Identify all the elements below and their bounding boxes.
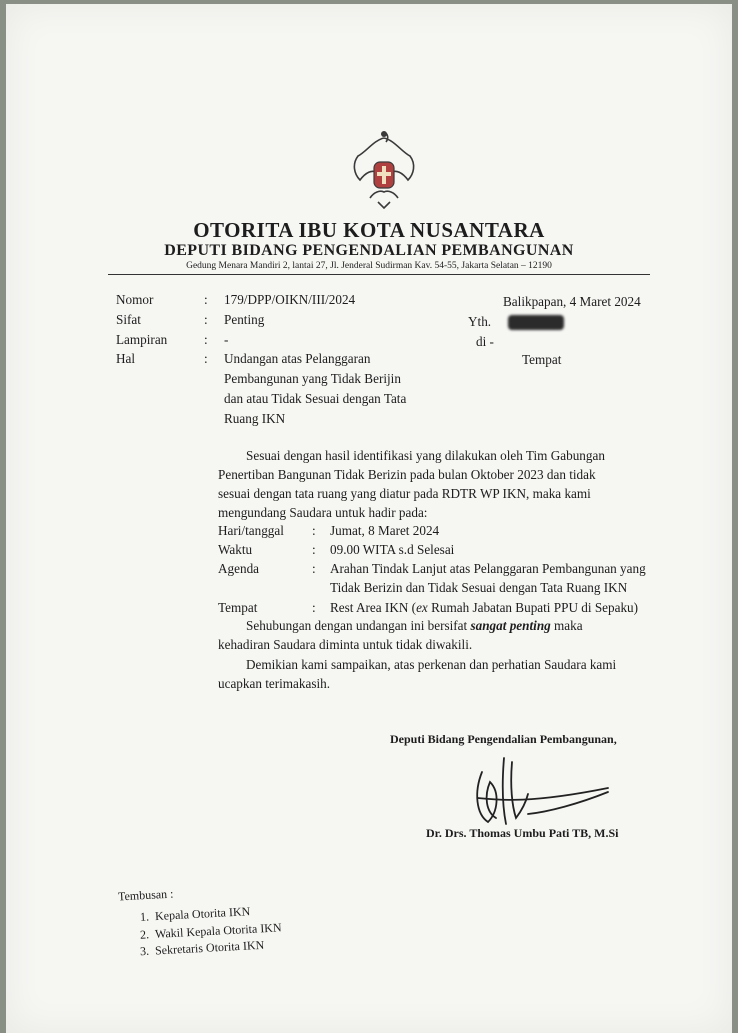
nomor-label: Nomor [116, 292, 154, 307]
lampiran-value: - [224, 332, 229, 347]
hari-value: Jumat, 8 Maret 2024 [330, 523, 440, 538]
colon: : [312, 600, 316, 615]
header-divider [108, 274, 650, 275]
para3-line: Demikian kami sampaikan, atas perkenan dan perhatian Saudara kami [246, 657, 617, 672]
yth-label: Yth. [468, 314, 492, 329]
colon: : [312, 561, 316, 576]
waktu-value: 09.00 WITA s.d Selesai [330, 542, 455, 557]
nomor-value: 179/DPP/OIKN/III/2024 [224, 292, 356, 307]
lampiran-label: Lampiran [116, 332, 168, 347]
para1-line: sesuai dengan tata ruang yang diatur pada RDTR WP IKN, maka kami [218, 486, 591, 501]
colon: : [312, 523, 316, 538]
di-label: di - [476, 334, 494, 349]
agenda-line: Arahan Tindak Lanjut atas Pelanggaran Pembangunan yang [330, 561, 646, 576]
colon: : [204, 292, 208, 307]
colon: : [204, 312, 208, 327]
place-date: Balikpapan, 4 Maret 2024 [503, 294, 641, 309]
hal-line: dan atau Tidak Sesuai dengan Tata [224, 391, 407, 406]
cc-label: Tembusan : [117, 886, 174, 904]
tempat-label: Tempat [218, 600, 258, 615]
hal-label: Hal [116, 351, 136, 366]
para1-line: Penertiban Bangunan Tidak Berizin pada bulan Oktober 2023 dan tidak [218, 467, 596, 482]
para1-line: mengundang Saudara untuk hadir pada: [218, 505, 428, 520]
cc-item: 3. Sekretaris Otorita IKN [139, 937, 265, 959]
signatory-title: Deputi Bidang Pengendalian Pembangunan, [390, 732, 617, 746]
signatory-name: Dr. Drs. Thomas Umbu Pati TB, M.Si [426, 826, 619, 840]
tempat-value: Rest Area IKN (ex Rumah Jabatan Bupati PPU di Sepaku) [330, 600, 639, 615]
para3-line: ucapkan terimakasih. [218, 676, 331, 691]
para2-line: Sehubungan dengan undangan ini bersifat sangat penting maka [246, 618, 583, 633]
cc-item: 2. Wakil Kepala Otorita IKN [139, 920, 282, 942]
signature-mark [468, 752, 618, 832]
sifat-label: Sifat [116, 312, 141, 327]
garuda-emblem-icon [344, 126, 424, 212]
hal-line: Ruang IKN [224, 411, 286, 426]
colon: : [312, 542, 316, 557]
para1-line: Sesuai dengan hasil identifikasi yang dilakukan oleh Tim Gabungan [246, 448, 605, 463]
cc-item: 1. Kepala Otorita IKN [139, 904, 251, 924]
colon: : [204, 351, 208, 366]
colon: : [204, 332, 208, 347]
org-name: OTORITA IBU KOTA NUSANTARA [193, 218, 545, 242]
waktu-label: Waktu [218, 542, 253, 557]
org-address: Gedung Menara Mandiri 2, lantai 27, Jl. Jenderal Sudirman Kav. 54-55, Jakarta Selatan – 12190 [186, 261, 552, 271]
agenda-label: Agenda [218, 561, 260, 576]
tempat-label: Tempat [522, 352, 562, 367]
letter-page [6, 4, 732, 1033]
sifat-value: Penting [224, 312, 265, 327]
redacted-addressee [508, 315, 564, 330]
agenda-line: Tidak Berizin dan Tidak Sesuai dengan Tata Ruang IKN [330, 580, 628, 595]
hal-line: Undangan atas Pelanggaran [224, 351, 371, 366]
deputy-name: DEPUTI BIDANG PENGENDALIAN PEMBANGUNAN [164, 242, 574, 259]
hari-label: Hari/tanggal [218, 523, 284, 538]
hal-line: Pembangunan yang Tidak Berijin [224, 371, 401, 386]
para2-line: kehadiran Saudara diminta untuk tidak diwakili. [218, 637, 473, 652]
